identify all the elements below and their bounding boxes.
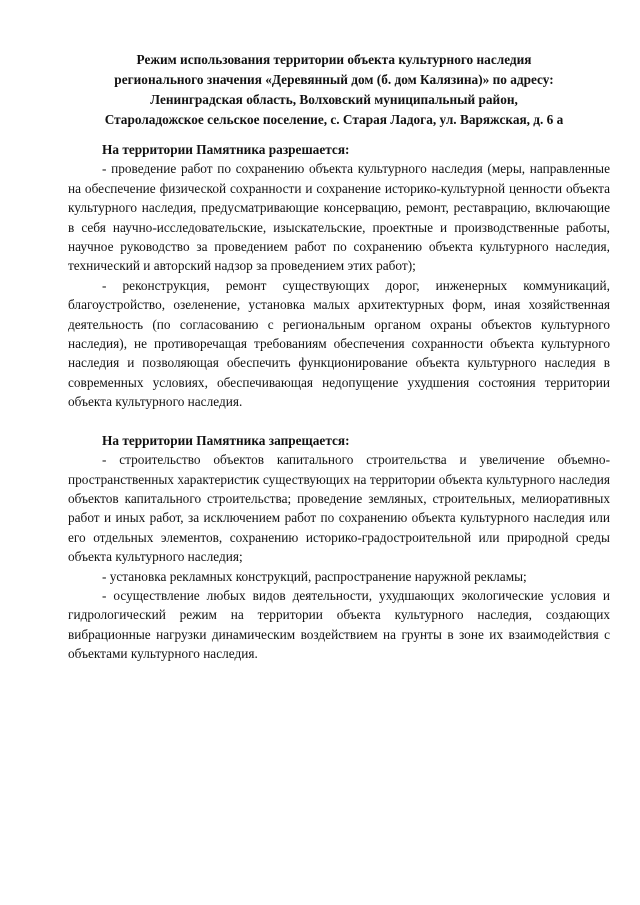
forbidden-heading: На территории Памятника запрещается: [102,432,350,448]
title-line-1: Режим использования территории объекта культурного наследия [136,52,532,67]
forbidden-item-1: - строительство объектов капитального строительства и увеличение объемно-пространственных характеристик существующих на территории объекта культурного наследия объектов капитального строительства; проведение земляных, строительных, мелиоративных работ и иных работ, за исключением работ по сохранению объекта культурного наследия или его отдельных элементов, сохранению историко-градостроительной или природной среды объекта культурного наследия; [68,452,610,565]
title-line-3: Ленинградская область, Волховский муниципальный район, [150,92,518,107]
allowed-item-2: - реконструкция, ремонт существующих дорог, инженерных коммуникаций, благоустройство, озеленение, установка малых архитектурных форм, иная хозяйственная деятельность (по согласованию с региональным органом охраны объектов культурного наследия), не противоречащая требованиям обеспечения сохранности объекта культурного наследия и позволяющая обеспечить функционирование объекта культурного наследия в современных условиях, обеспечивающая недопущение ухудшения состояния территории объекта культурного наследия. [68,277,610,410]
document-title [72,50,596,130]
section-spacer [68,412,610,431]
allowed-item-1: - проведение работ по сохранению объекта культурного наследия (меры, направленные на обеспечение физической сохранности и сохранение историко-культурной ценности объекта культурного наследия, предусматривающие консервацию, ремонт, реставрацию, включающие в себя научно-исследовательские, изыскательские, проектные и производственные работы, научное руководство за проведением работ по сохранению объекта культурного наследия, технический и авторский надзор за проведением этих работ); [68,161,610,274]
forbidden-section [68,431,610,664]
allowed-heading: На территории Памятника разрешается: [102,142,350,157]
forbidden-item-3: - осуществление любых видов деятельности, ухудшающих экологические условия и гидрологический режим на территории объекта культурного наследия, создающих вибрационные нагрузки динамическим воздействием на грунты в зоне их взаимодействия с объектами культурного наследия. [68,587,610,662]
allowed-section [68,140,610,412]
forbidden-item-2: - установка рекламных конструкций, распространение наружной рекламы; [102,568,527,584]
document-body [68,140,610,664]
title-line-4: Староладожское сельское поселение, с. Старая Ладога, ул. Варяжская, д. 6 а [104,112,564,127]
title-line-2: регионального значения «Деревянный дом (б. дом Калязина)» по адресу: [114,72,554,87]
